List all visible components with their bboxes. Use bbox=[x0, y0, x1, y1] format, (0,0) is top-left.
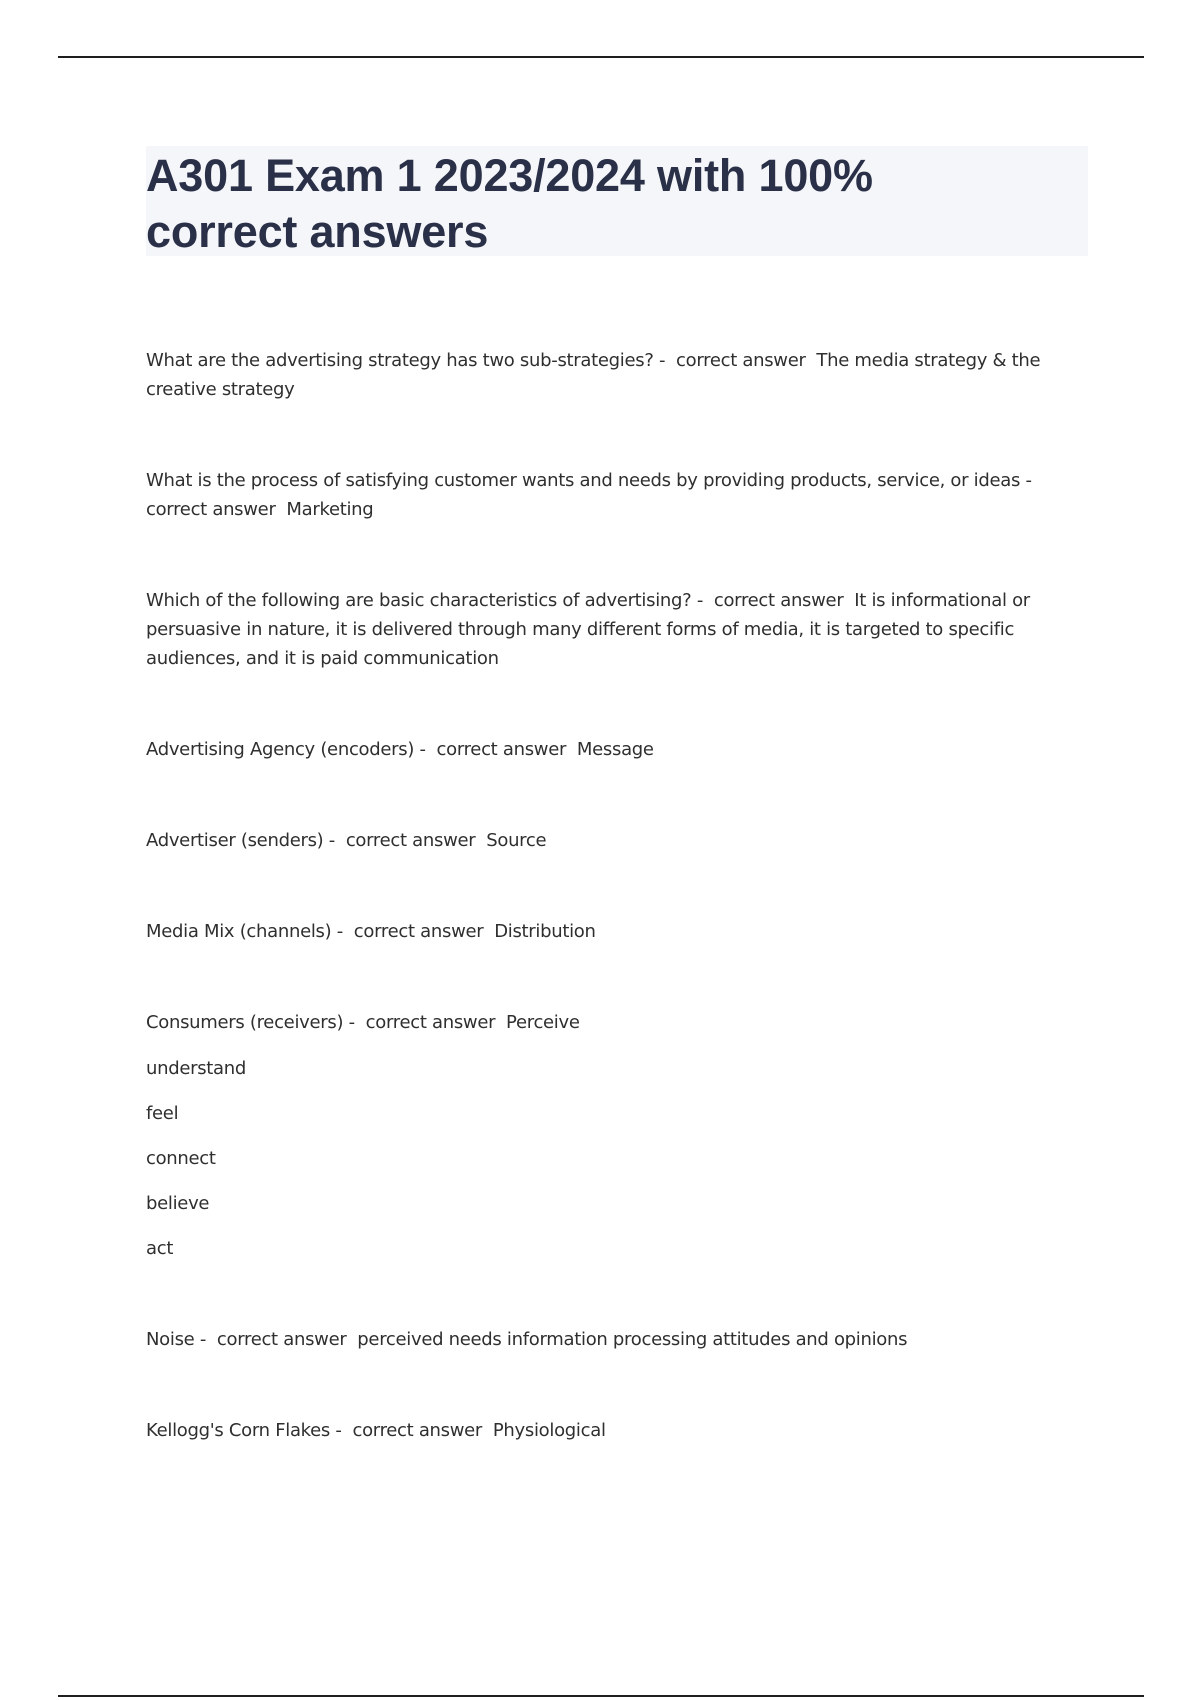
consumer-step: understand bbox=[146, 1058, 247, 1079]
title-line-2: correct answers bbox=[146, 206, 489, 257]
bottom-rule bbox=[58, 1695, 1144, 1697]
consumer-step: connect bbox=[146, 1148, 216, 1169]
consumer-step: believe bbox=[146, 1193, 210, 1214]
title-line-1: A301 Exam 1 2023/2024 with 100% bbox=[146, 150, 873, 201]
title-block bbox=[146, 146, 1088, 256]
qa-item-5: Advertiser (senders) - correct answer Source bbox=[146, 830, 547, 851]
qa-item-6: Media Mix (channels) - correct answer Distribution bbox=[146, 921, 596, 942]
qa-list bbox=[146, 346, 1076, 1445]
qa-item-4: Advertising Agency (encoders) - correct answer Message bbox=[146, 739, 654, 760]
consumer-step: feel bbox=[146, 1103, 179, 1124]
document-title bbox=[146, 148, 1088, 260]
top-rule bbox=[58, 56, 1144, 58]
consumer-steps-list bbox=[146, 1054, 1076, 1263]
qa-item-9: Kellogg's Corn Flakes - correct answer Physiological bbox=[146, 1420, 606, 1441]
qa-item-3: Which of the following are basic characteristics of advertising? - correct answer It is informational or persuasive in nature, it is delivered through many different forms of media, it is targeted to specific audiences, and it is paid communication bbox=[146, 590, 1036, 669]
qa-item-2: What is the process of satisfying customer wants and needs by providing products, service, or ideas - correct answer Marketing bbox=[146, 470, 1038, 520]
consumer-step: act bbox=[146, 1238, 174, 1259]
qa-item-8: Noise - correct answer perceived needs information processing attitudes and opinions bbox=[146, 1329, 908, 1350]
qa-item-7: Consumers (receivers) - correct answer Perceive bbox=[146, 1012, 580, 1033]
qa-item-1: What are the advertising strategy has two sub-strategies? - correct answer The media strategy & the creative strategy bbox=[146, 350, 1046, 400]
